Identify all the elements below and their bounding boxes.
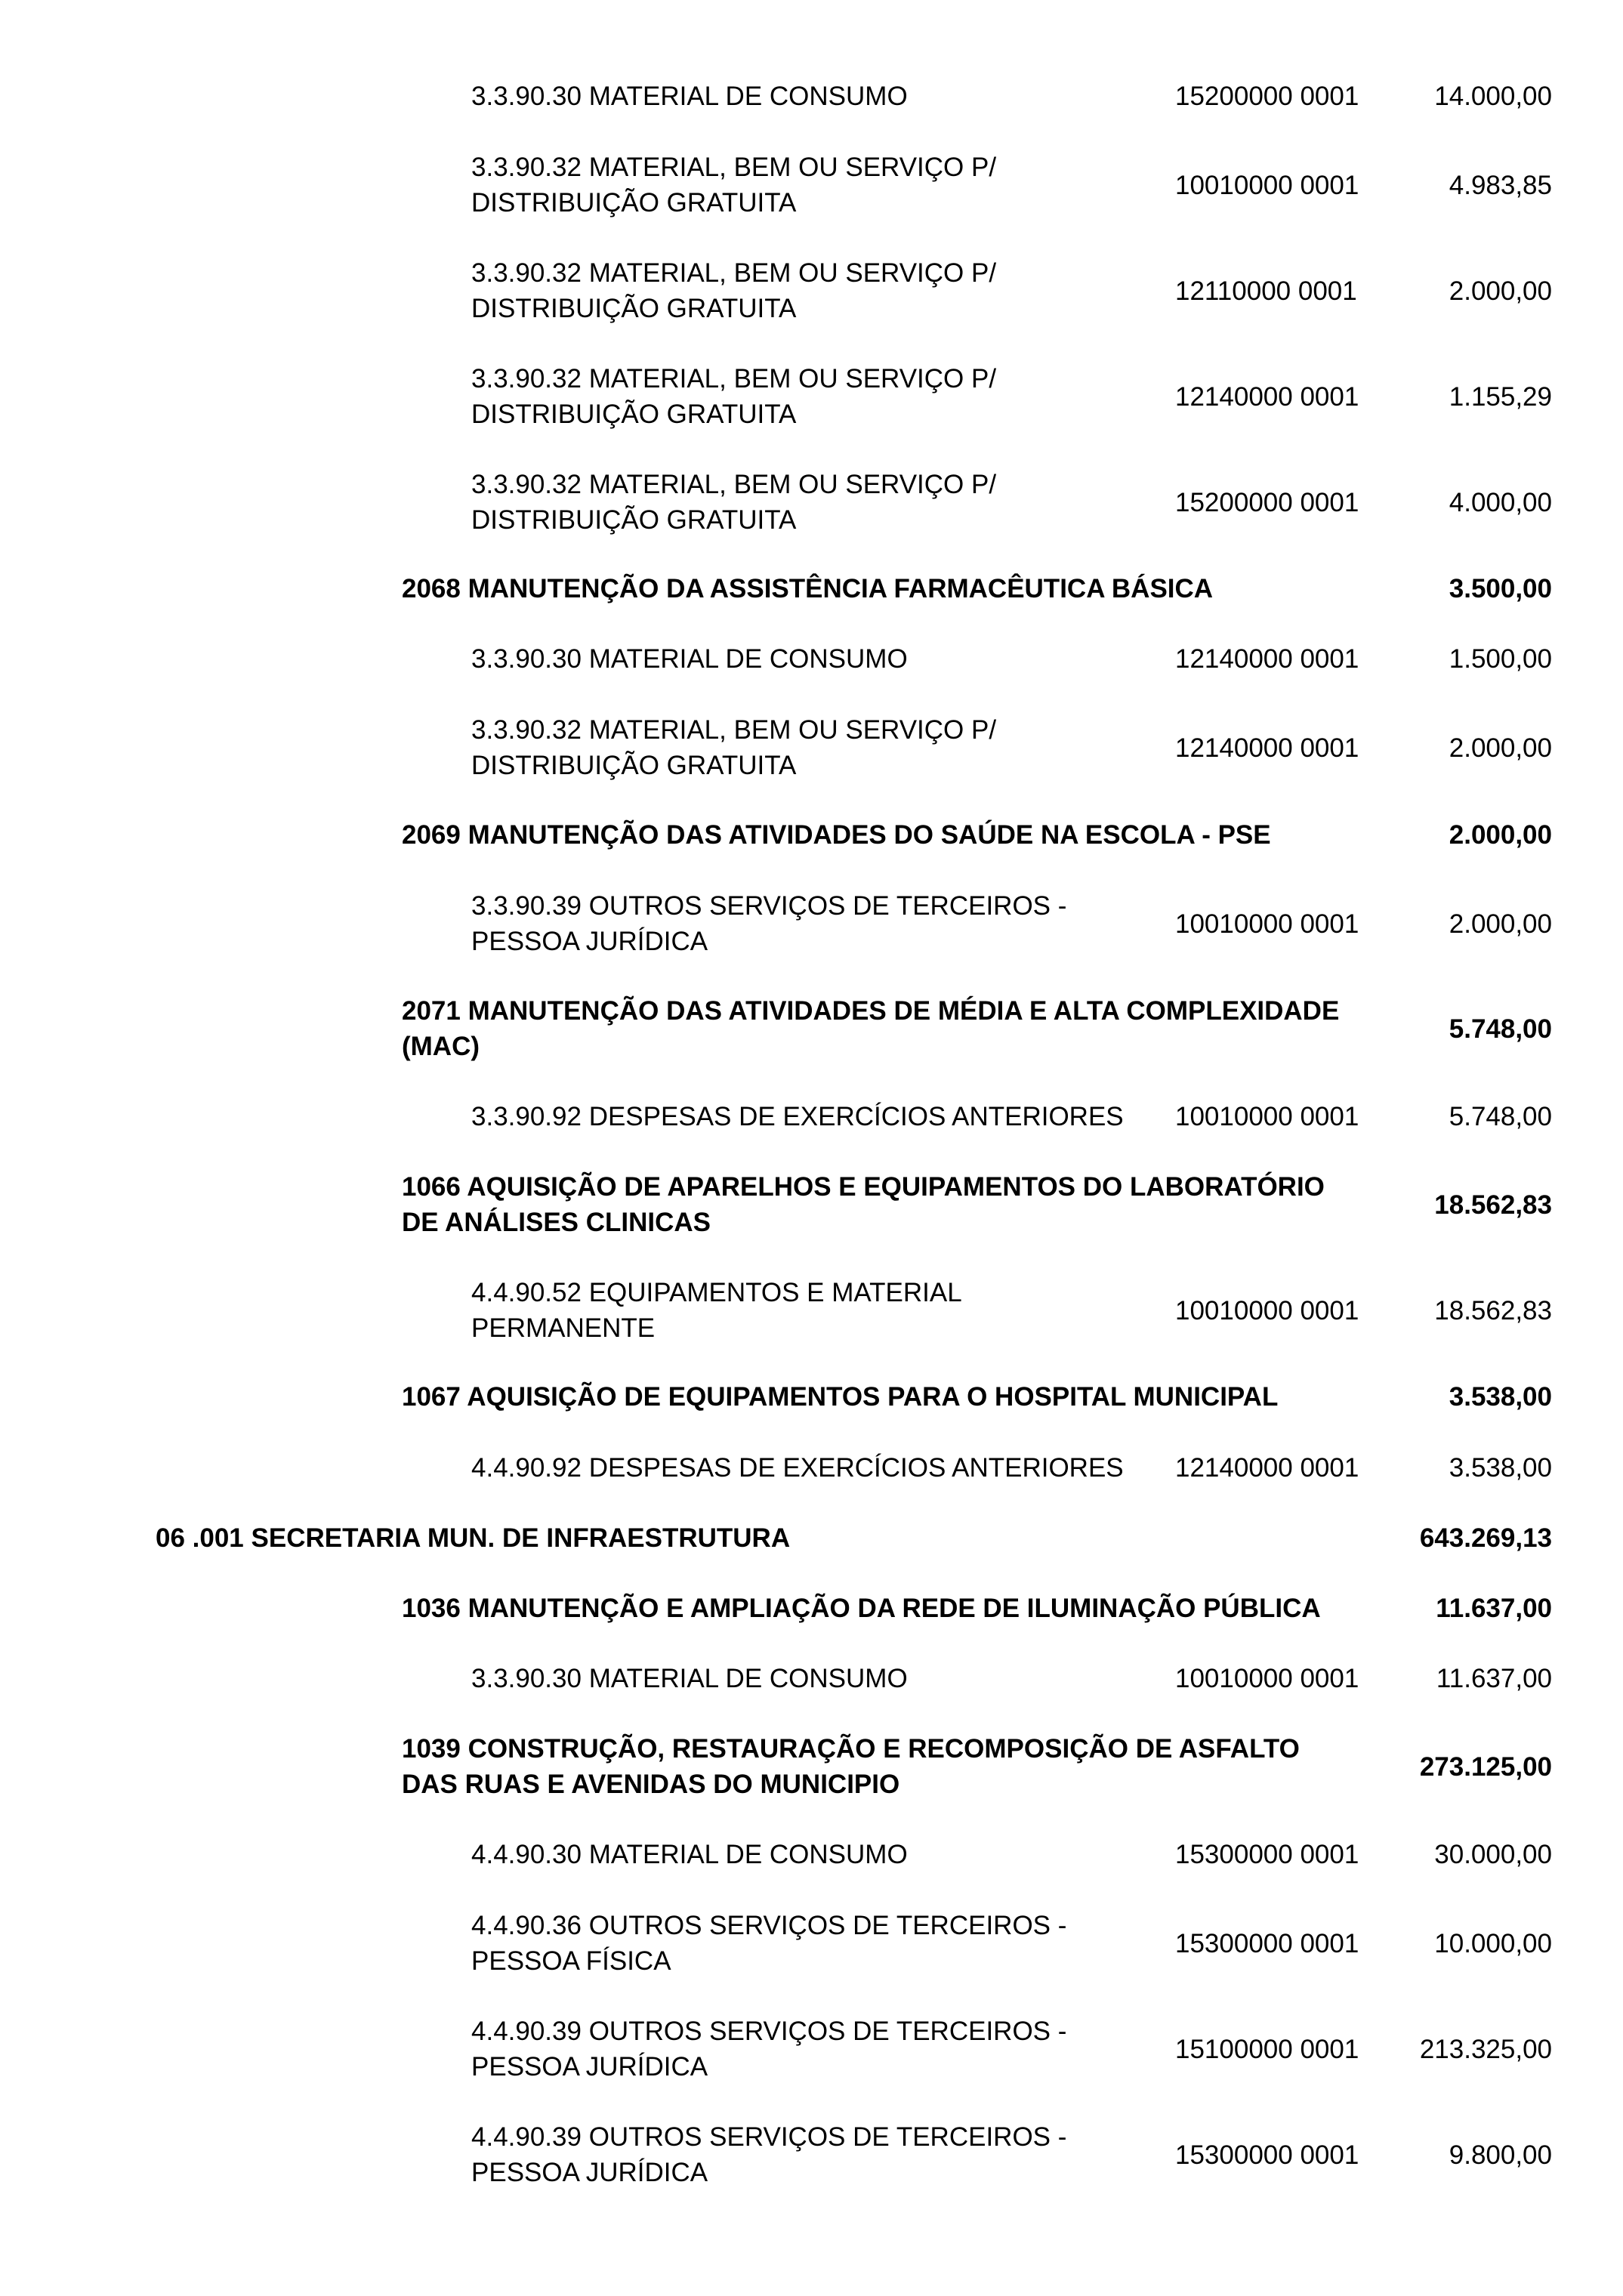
expense-description: 4.4.90.39 OUTROS SERVIÇOS DE TERCEIROS - PESSOA JURÍDICA [471,2017,1067,2082]
expense-description: 3.3.90.32 MATERIAL, BEM OU SERVIÇO P/ DISTRIBUIÇÃO GRATUITA [471,258,997,323]
expense-description: 3.3.90.32 MATERIAL, BEM OU SERVIÇO P/ DISTRIBUIÇÃO GRATUITA [471,364,997,429]
action-total: 273.125,00 [1419,1751,1552,1782]
amount: 11.637,00 [1436,1664,1552,1693]
expense-description: 3.3.90.30 MATERIAL DE CONSUMO [471,82,908,111]
amount: 4.000,00 [1449,487,1552,517]
funding-source: 15200000 0001 [1175,487,1359,517]
action-title: 1036 MANUTENÇÃO E AMPLIAÇÃO DA REDE DE ILUMINAÇÃO PÚBLICA [402,1594,1321,1623]
expense-description: 4.4.90.52 EQUIPAMENTOS E MATERIAL PERMANENTE [471,1278,962,1343]
expense-item-row [0,2119,1623,2190]
action-title: 1039 CONSTRUÇÃO, RESTAURAÇÃO E RECOMPOSIÇÃO DE ASFALTO DAS RUAS E AVENIDAS DO MUNICIPIO [402,1734,1300,1799]
amount: 14.000,00 [1434,82,1552,111]
amount: 2.000,00 [1449,909,1552,939]
expense-description: 3.3.90.32 MATERIAL, BEM OU SERVIÇO P/ DISTRIBUIÇÃO GRATUITA [471,153,997,218]
expense-item-row [0,1908,1623,1979]
expense-description: 4.4.90.30 MATERIAL DE CONSUMO [471,1840,908,1869]
funding-source: 10010000 0001 [1175,1664,1359,1693]
funding-source: 15200000 0001 [1175,82,1359,111]
action-total: 3.538,00 [1449,1382,1552,1412]
action-total: 2.000,00 [1449,820,1552,850]
expense-description: 3.3.90.92 DESPESAS DE EXERCÍCIOS ANTERIORES [471,1102,1124,1131]
amount: 4.983,85 [1449,170,1552,200]
expense-item-row [0,79,1623,114]
action-total: 18.562,83 [1434,1190,1552,1220]
action-row [0,1379,1623,1415]
funding-source: 12110000 0001 [1175,276,1357,306]
amount: 30.000,00 [1434,1840,1552,1869]
action-row [0,1731,1623,1802]
expense-item-row [0,2014,1623,2085]
amount: 18.562,83 [1434,1295,1552,1325]
funding-source: 15300000 0001 [1175,2140,1359,2170]
action-total: 11.637,00 [1436,1594,1552,1623]
action-total: 3.500,00 [1449,574,1552,603]
action-title: 2068 MANUTENÇÃO DA ASSISTÊNCIA FARMACÊUTICA BÁSICA [402,574,1214,603]
budget-unit-total: 643.269,13 [1419,1523,1552,1553]
action-title: 2069 MANUTENÇÃO DAS ATIVIDADES DO SAÚDE NA ESCOLA - PSE [402,820,1271,850]
expense-description: 3.3.90.30 MATERIAL DE CONSUMO [471,1664,908,1693]
amount: 2.000,00 [1449,276,1552,306]
funding-source: 10010000 0001 [1175,1102,1359,1131]
amount: 213.325,00 [1419,2034,1552,2064]
amount: 1.155,29 [1449,381,1552,412]
expense-description: 3.3.90.32 MATERIAL, BEM OU SERVIÇO P/ DISTRIBUIÇÃO GRATUITA [471,715,997,780]
action-total: 5.748,00 [1449,1014,1552,1044]
amount: 3.538,00 [1449,1453,1552,1483]
amount: 5.748,00 [1449,1102,1552,1131]
expense-description: 3.3.90.32 MATERIAL, BEM OU SERVIÇO P/ DISTRIBUIÇÃO GRATUITA [471,470,997,535]
funding-source: 15300000 0001 [1175,1928,1359,1958]
action-title: 2071 MANUTENÇÃO DAS ATIVIDADES DE MÉDIA E ALTA COMPLEXIDADE (MAC) [402,996,1340,1061]
expense-description: 3.3.90.30 MATERIAL DE CONSUMO [471,644,908,674]
budget-unit-row [0,1520,1623,1556]
expense-item-row [0,641,1623,677]
action-title: 1066 AQUISIÇÃO DE APARELHOS E EQUIPAMENTOS DO LABORATÓRIO DE ANÁLISES CLINICAS [402,1172,1325,1237]
action-row [0,571,1623,606]
expense-item-row [0,361,1623,432]
expense-item-row [0,712,1623,783]
expense-item-row [0,1099,1623,1134]
funding-source: 12140000 0001 [1175,644,1359,674]
amount: 1.500,00 [1449,644,1552,674]
funding-source: 15300000 0001 [1175,1840,1359,1869]
funding-source: 12140000 0001 [1175,1453,1359,1483]
amount: 2.000,00 [1449,733,1552,763]
expense-description: 4.4.90.39 OUTROS SERVIÇOS DE TERCEIROS - PESSOA JURÍDICA [471,2122,1067,2187]
funding-source: 15100000 0001 [1175,2034,1359,2064]
expense-item-row [0,1837,1623,1872]
funding-source: 10010000 0001 [1175,1295,1359,1325]
expense-item-row [0,150,1623,221]
funding-source: 12140000 0001 [1175,381,1359,412]
expense-item-row [0,467,1623,538]
expense-description: 3.3.90.39 OUTROS SERVIÇOS DE TERCEIROS - PESSOA JURÍDICA [471,891,1067,956]
funding-source: 12140000 0001 [1175,733,1359,763]
amount: 9.800,00 [1449,2140,1552,2170]
action-row [0,1169,1623,1240]
amount: 10.000,00 [1434,1928,1552,1958]
expense-item-row [0,1275,1623,1346]
funding-source: 10010000 0001 [1175,909,1359,939]
funding-source: 10010000 0001 [1175,170,1359,200]
expense-item-row [0,888,1623,959]
budget-unit-title: 06 .001 SECRETARIA MUN. DE INFRAESTRUTURA [156,1523,791,1553]
expense-description: 4.4.90.92 DESPESAS DE EXERCÍCIOS ANTERIORES [471,1453,1124,1483]
action-row [0,993,1623,1064]
action-row [0,817,1623,853]
expense-item-row [0,255,1623,326]
expense-item-row [0,1661,1623,1696]
action-row [0,1591,1623,1626]
expense-item-row [0,1450,1623,1486]
expense-description: 4.4.90.36 OUTROS SERVIÇOS DE TERCEIROS - PESSOA FÍSICA [471,1911,1067,1976]
action-title: 1067 AQUISIÇÃO DE EQUIPAMENTOS PARA O HOSPITAL MUNICIPAL [402,1382,1279,1412]
